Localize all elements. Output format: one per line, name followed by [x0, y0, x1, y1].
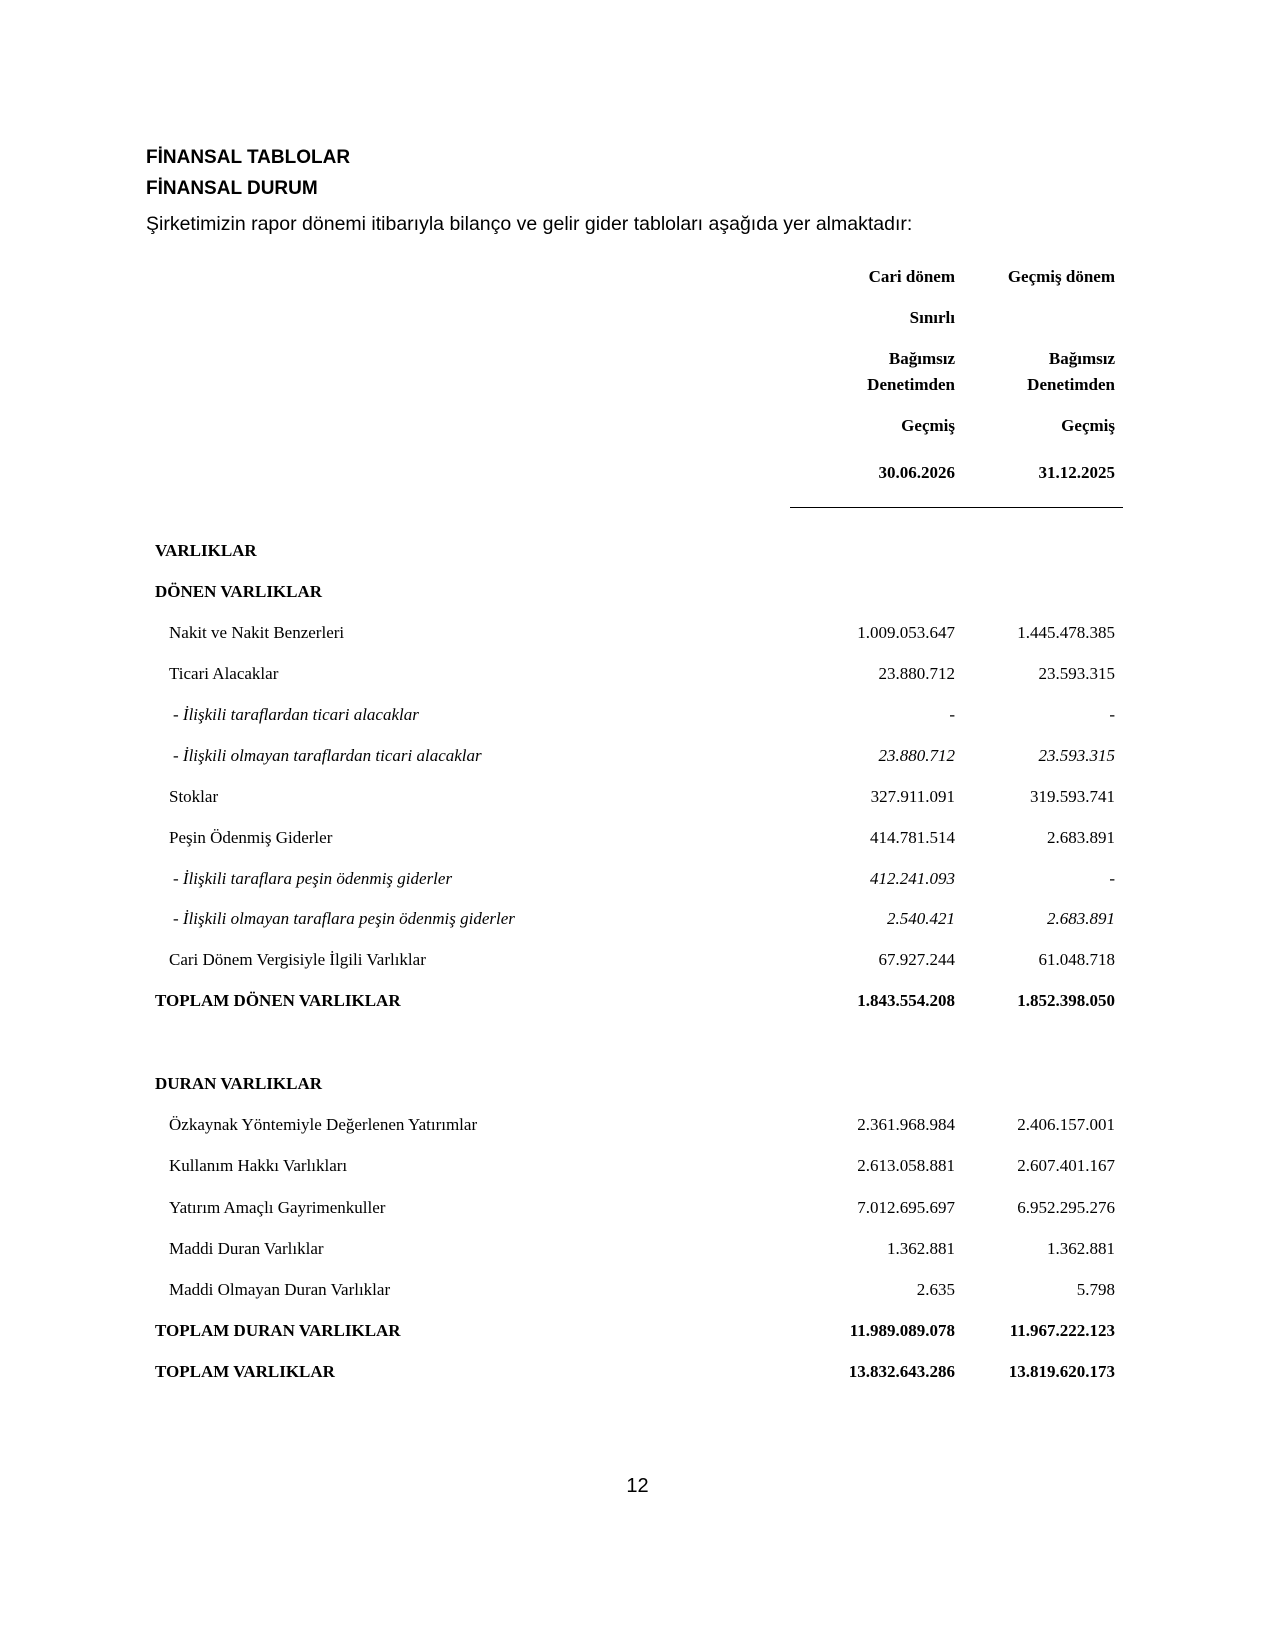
- previous-value: 1.362.881: [1047, 1239, 1115, 1258]
- previous-period-title: Geçmiş dönem: [1007, 267, 1115, 286]
- table-row: [0, 946, 1275, 974]
- current-value: 2.540.421: [887, 909, 955, 928]
- previous-value: 6.952.295.276: [1017, 1198, 1115, 1217]
- previous-value: 2.607.401.167: [1017, 1156, 1115, 1175]
- current-audit-status: Sınırlı: [909, 308, 955, 327]
- current-period-title: Cari dönem: [868, 267, 955, 286]
- previous-audit-status: Bağımsız: [1048, 349, 1115, 368]
- current-value: -: [949, 705, 955, 724]
- previous-value: 11.967.222.123: [1009, 1321, 1115, 1340]
- current-value: 13.832.643.286: [848, 1362, 955, 1381]
- table-row: [0, 1276, 1275, 1304]
- previous-value: 23.593.315: [1038, 664, 1115, 683]
- current-value: 11.989.089.078: [849, 1321, 955, 1340]
- row-label: Stoklar: [169, 787, 219, 806]
- page-number: 12: [626, 1475, 649, 1497]
- previous-value: 23.593.315: [1038, 746, 1115, 765]
- previous-period-date: 31.12.2025: [1038, 463, 1115, 482]
- row-label: VARLIKLAR: [155, 541, 257, 560]
- table-row: [0, 1070, 1275, 1098]
- previous-value: 13.819.620.173: [1008, 1362, 1115, 1381]
- previous-audit-status: Denetimden: [1027, 375, 1115, 394]
- row-label: Maddi Duran Varlıklar: [169, 1239, 324, 1258]
- table-row: [0, 1358, 1275, 1386]
- row-label: Kullanım Hakkı Varlıkları: [169, 1156, 348, 1175]
- table-row: [0, 701, 1275, 729]
- current-value: 67.927.244: [878, 950, 955, 969]
- table-row: [0, 783, 1275, 811]
- header-divider: [790, 507, 1123, 508]
- previous-value: 319.593.741: [1030, 787, 1115, 806]
- row-label: Maddi Olmayan Duran Varlıklar: [169, 1280, 391, 1299]
- previous-value: 1.852.398.050: [1017, 991, 1115, 1010]
- previous-value: 1.445.478.385: [1017, 623, 1115, 642]
- previous-value: 5.798: [1076, 1280, 1115, 1299]
- current-value: 1.009.053.647: [857, 623, 955, 642]
- row-label: DURAN VARLIKLAR: [155, 1074, 323, 1093]
- table-row: [0, 1152, 1275, 1180]
- table-row: [0, 1111, 1275, 1139]
- current-period-date: 30.06.2026: [878, 463, 955, 482]
- table-row: [0, 905, 1275, 933]
- current-value: 23.880.712: [878, 664, 955, 683]
- row-label: Peşin Ödenmiş Giderler: [169, 828, 333, 847]
- table-row: [0, 742, 1275, 770]
- row-label: - İlişkili taraflardan ticari alacaklar: [173, 705, 419, 724]
- table-row: [0, 865, 1275, 893]
- current-value: 23.880.712: [878, 746, 955, 765]
- current-value: 412.241.093: [870, 869, 955, 888]
- row-label: - İlişkili taraflara peşin ödenmiş giderler: [173, 869, 453, 888]
- table-row: [0, 1235, 1275, 1263]
- row-label: TOPLAM VARLIKLAR: [155, 1362, 335, 1381]
- section-title: FİNANSAL TABLOLAR: [146, 147, 351, 168]
- row-label: Cari Dönem Vergisiyle İlgili Varlıklar: [169, 950, 426, 969]
- current-value: 2.361.968.984: [857, 1115, 955, 1134]
- previous-value: 2.683.891: [1047, 828, 1115, 847]
- row-label: Nakit ve Nakit Benzerleri: [169, 623, 345, 642]
- row-label: TOPLAM DÖNEN VARLIKLAR: [155, 991, 401, 1010]
- row-label: Yatırım Amaçlı Gayrimenkuller: [169, 1198, 386, 1217]
- row-label: DÖNEN VARLIKLAR: [155, 582, 323, 601]
- table-row: [0, 619, 1275, 647]
- table-row: [0, 1317, 1275, 1345]
- table-row: [0, 1194, 1275, 1222]
- previous-value: 2.683.891: [1047, 909, 1115, 928]
- previous-value: 61.048.718: [1038, 950, 1115, 969]
- previous-audit-status: Geçmiş: [1061, 416, 1115, 435]
- current-value: 1.843.554.208: [857, 991, 955, 1010]
- table-row: [0, 660, 1275, 688]
- row-label: - İlişkili olmayan taraflardan ticari alacaklar: [173, 746, 482, 765]
- current-value: 414.781.514: [870, 828, 955, 847]
- intro-paragraph: Şirketimizin rapor dönemi itibarıyla bilanço ve gelir gider tabloları aşağıda yer almaktadır:: [146, 213, 913, 235]
- row-label: - İlişkili olmayan taraflara peşin ödenmiş giderler: [173, 909, 515, 928]
- current-value: 7.012.695.697: [857, 1198, 955, 1217]
- current-audit-status: Geçmiş: [901, 416, 955, 435]
- row-label: TOPLAM DURAN VARLIKLAR: [155, 1321, 401, 1340]
- current-audit-status: Bağımsız: [888, 349, 955, 368]
- current-value: 2.635: [916, 1280, 955, 1299]
- row-label: Özkaynak Yöntemiyle Değerlenen Yatırımlar: [169, 1115, 478, 1134]
- table-row: [0, 537, 1275, 565]
- current-value: 327.911.091: [870, 787, 955, 806]
- current-value: 2.613.058.881: [857, 1156, 955, 1175]
- row-label: Ticari Alacaklar: [169, 664, 279, 683]
- table-row: [0, 987, 1275, 1015]
- current-value: 1.362.881: [887, 1239, 955, 1258]
- table-row: [0, 824, 1275, 852]
- subsection-title: FİNANSAL DURUM: [146, 178, 318, 199]
- table-row: [0, 578, 1275, 606]
- previous-value: -: [1109, 705, 1115, 724]
- previous-value: -: [1109, 869, 1115, 888]
- previous-value: 2.406.157.001: [1017, 1115, 1115, 1134]
- current-audit-status: Denetimden: [867, 375, 955, 394]
